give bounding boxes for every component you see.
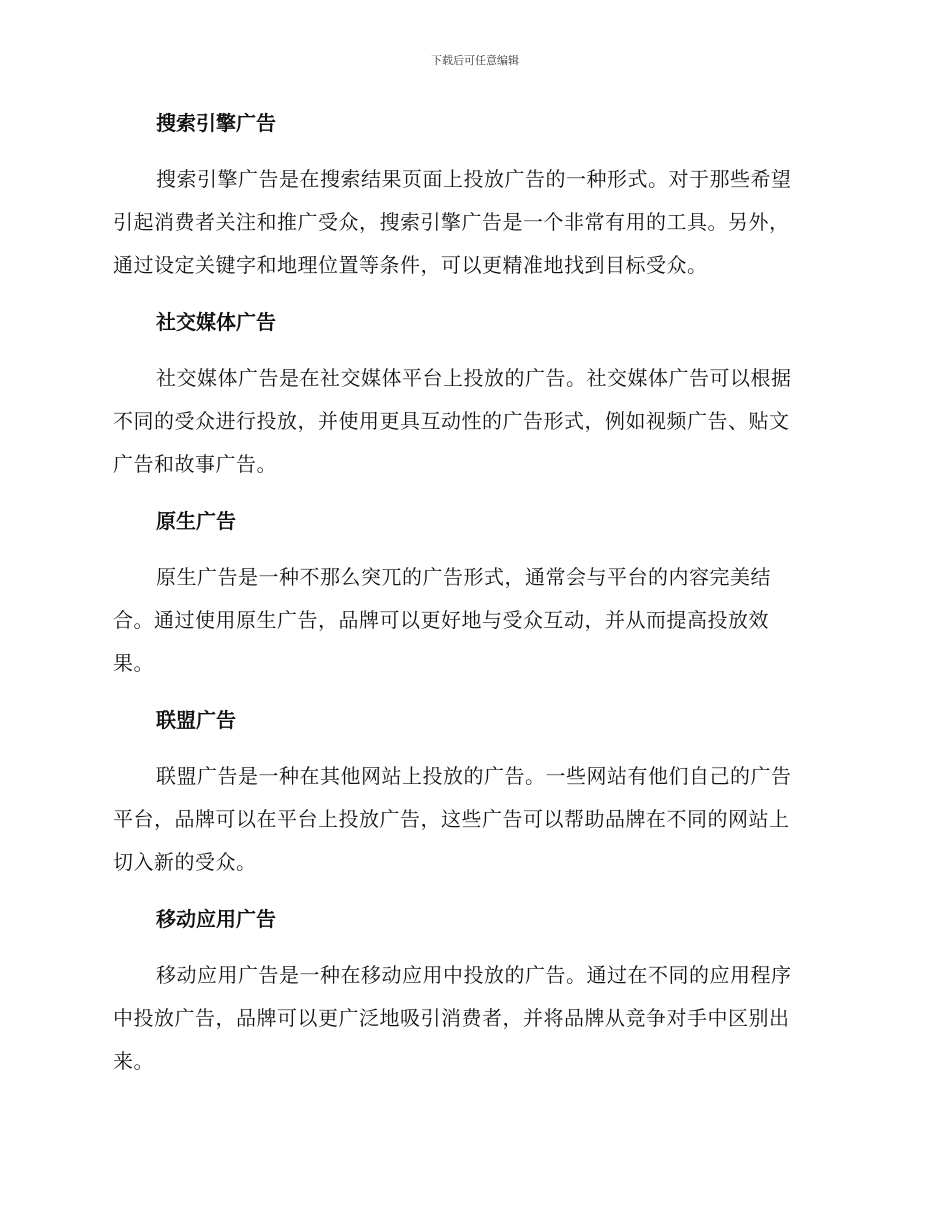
section-heading-mobile-app: 移动应用广告 [156, 907, 276, 931]
section-body-mobile-app [113, 954, 833, 1083]
paragraph-line: 搜索引擎广告是在搜索结果页面上投放广告的一种形式。对于那些希望 [156, 167, 792, 191]
paragraph-line: 通过设定关键字和地理位置等条件，可以更精准地找到目标受众。 [113, 253, 708, 277]
paragraph-line: 引起消费者关注和推广受众，搜索引擎广告是一个非常有用的工具。另外， [113, 210, 790, 234]
paragraph-line: 果。 [113, 651, 154, 675]
document-content [113, 108, 833, 1103]
paragraph-line: 广告和故事广告。 [113, 452, 277, 476]
paragraph-line: 切入新的受众。 [113, 850, 257, 874]
page-header: 下载后可任意编辑 [431, 54, 519, 67]
paragraph-line: 平台，品牌可以在平台上投放广告，这些广告可以帮助品牌在不同的网站上 [113, 807, 790, 831]
section-heading-affiliate: 联盟广告 [156, 708, 236, 732]
paragraph-line: 不同的受众进行投放，并使用更具互动性的广告形式，例如视频广告、贴文 [113, 409, 790, 433]
section-body-affiliate [113, 755, 833, 884]
paragraph-line: 社交媒体广告是在社交媒体平台上投放的广告。社交媒体广告可以根据 [156, 366, 792, 390]
section-body-social [113, 357, 833, 486]
section-heading-native: 原生广告 [156, 509, 236, 533]
section-heading-social: 社交媒体广告 [156, 310, 276, 334]
section-heading-search: 搜索引擎广告 [156, 111, 276, 135]
section-body-search [113, 158, 833, 287]
paragraph-line: 合。通过使用原生广告，品牌可以更好地与受众互动，并从而提高投放效 [113, 608, 769, 632]
section-body-native [113, 556, 833, 685]
paragraph-line: 原生广告是一种不那么突兀的广告形式，通常会与平台的内容完美结 [156, 565, 771, 589]
paragraph-line: 移动应用广告是一种在移动应用中投放的广告。通过在不同的应用程序 [156, 963, 792, 987]
paragraph-line: 来。 [113, 1049, 154, 1073]
paragraph-line: 联盟广告是一种在其他网站上投放的广告。一些网站有他们自己的广告 [156, 764, 792, 788]
paragraph-line: 中投放广告，品牌可以更广泛地吸引消费者，并将品牌从竞争对手中区别出 [113, 1006, 790, 1030]
